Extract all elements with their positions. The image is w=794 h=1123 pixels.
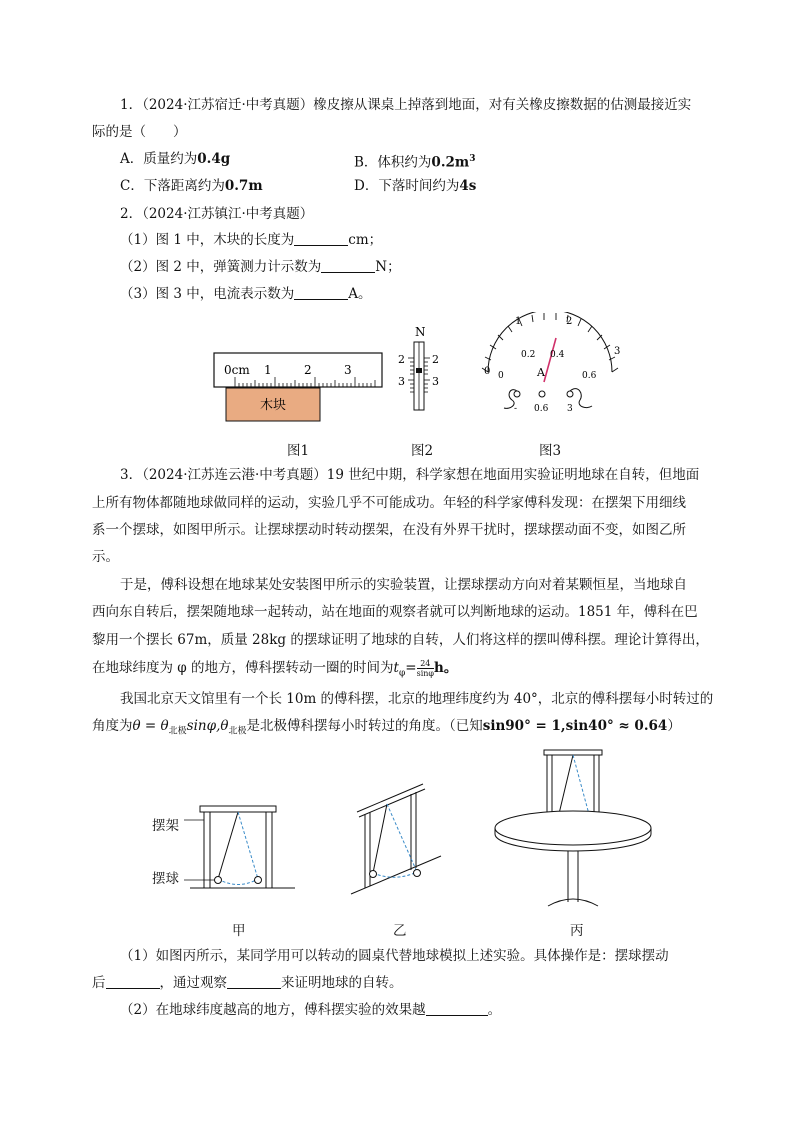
label-ball: 摆球 — [152, 871, 179, 887]
round-table-top — [495, 811, 651, 845]
q1-option-a[interactable] — [120, 149, 230, 169]
q3-para1-line3: 系一个摆球，如图甲所示。让摆球摆动时转动摆架，在没有外界干扰时，摆球摆动面不变，如图乙所 — [92, 522, 686, 538]
fig-bing-caption: 丙 — [570, 923, 584, 939]
q3-para1-line2: 上所有物体都随地球做同样的运动，实验几乎不可能成功。年轻的科学家傅科发现：在摆架下用细线 — [92, 495, 686, 511]
q2-sub1-text: （1）图 1 中，木块的长度为 — [120, 232, 295, 248]
q3-para1-line1: 3．（2024·江苏连云港·中考真题）19 世纪中期，科学家想在地面用实验证明地球在自转，但地面 — [120, 467, 700, 483]
formula-sin-phi: sinφ,θ — [186, 718, 229, 734]
q1-option-b[interactable] — [354, 149, 475, 173]
formula-t: t — [393, 660, 399, 676]
q2-sub2-unit: N； — [375, 259, 401, 275]
q3-para3-line2-end: ） — [667, 718, 681, 734]
q1-stem-line2: 际的是（ ） — [92, 124, 187, 140]
q3-sub2-text: （2）在地球纬度越高的地方，傅科摆实验的效果越 — [120, 1002, 426, 1018]
q3-para2-line1: 于是，傅科设想在地球某处安装图甲所示的实验装置，让摆球摆动方向对着某颗恒星，当地球自 — [120, 577, 687, 593]
q3-sub2 — [120, 1000, 501, 1020]
q2-sub3 — [120, 284, 372, 304]
terminal-0.6 — [539, 391, 545, 397]
spring-right-label-3: 3 — [432, 375, 439, 388]
q3-sub2-end: 。 — [487, 1002, 502, 1018]
pendulum-ball — [215, 877, 222, 884]
spring-scale-unit: N — [415, 325, 426, 339]
ammeter-pointer — [544, 338, 556, 382]
q1-option-b-text: B．体积约为 — [354, 154, 432, 171]
formula-theta-subscript-2: 北极 — [228, 726, 247, 737]
q1-stem-line1: 1．（2024·江苏宿迁·中考真题）橡皮擦从课桌上掉落到地面，对有关橡皮擦数据的估测最接近实 — [120, 97, 692, 113]
q3-para3-line2-prefix: 角度为 — [92, 718, 133, 734]
q1-option-b-value: 0.2m — [431, 154, 470, 171]
pendulum-ball-end — [255, 877, 262, 884]
ammeter-ticks — [482, 313, 621, 372]
q3-para2-line4-text: 在地球纬度为 φ 的地方，傅科摆转动一圈的时间为 — [92, 660, 394, 676]
fig2-spring-scale-diagram — [394, 324, 446, 412]
label-frame: 摆架 — [152, 818, 179, 834]
spring-left-label-2: 2 — [398, 353, 405, 366]
ammeter-outer-3: 3 — [614, 346, 621, 357]
fig-bing-rotating-table — [490, 744, 655, 914]
terminal-3 — [567, 391, 573, 397]
q3-para1-line4: 示。 — [92, 549, 119, 565]
table-base — [548, 899, 598, 906]
ammeter-unit-label: A — [537, 366, 545, 379]
q1-option-c-value: 0.7m — [224, 178, 263, 194]
fig3-ammeter-diagram — [470, 312, 630, 422]
spring-left-label-3: 3 — [398, 375, 405, 388]
q1-option-c[interactable] — [120, 176, 263, 196]
fig2-caption: 图2 — [411, 443, 434, 459]
fig1-ruler-diagram — [213, 352, 385, 424]
ammeter-outer-2: 2 — [566, 316, 573, 327]
tilted-pendulum-ball-end — [414, 870, 421, 877]
wire-right — [570, 389, 592, 408]
known-values: sin90° = 1,sin40° ≈ 0.64 — [482, 718, 668, 734]
q1-option-b-exponent: 3 — [469, 154, 476, 164]
q2-sub2-blank[interactable] — [321, 258, 375, 273]
fig-yi-pendulum-tilted — [345, 780, 445, 900]
q3-sub1-line1: （1）如图丙所示，某同学用可以转动的圆桌代替地球模拟上述实验。具体操作是：摆球摆动 — [120, 948, 669, 964]
q3-sub1-blank-1[interactable] — [106, 974, 160, 989]
pendulum-string — [218, 812, 238, 879]
terminal-3-label: 3 — [567, 404, 573, 414]
ammeter-inner-0.2: 0.2 — [521, 350, 536, 360]
tilted-pendulum-ball — [370, 871, 377, 878]
q3-para3-line2-text: 是北极傅科摆每小时转过的角度。（已知 — [246, 718, 483, 734]
formula-denominator: sinφ — [416, 669, 435, 678]
ammeter-outer-0: 0 — [484, 366, 491, 377]
ruler-label-1: 1 — [264, 363, 272, 377]
q2-sub2-text: （2）图 2 中，弹簧测力计示数为 — [120, 259, 322, 275]
formula-t-subscript: φ — [398, 668, 406, 679]
q3-para2-line3: 黎用一个摆长 67m，质量 28kg 的摆球证明了地球的自转，人们将这样的摆叫傅科摆。理论计算得出， — [92, 632, 709, 648]
fig1-caption: 图1 — [287, 443, 310, 459]
spring-right-label-2: 2 — [432, 353, 439, 366]
q3-sub1-line2-prefix: 后 — [92, 975, 106, 991]
q2-sub1 — [120, 230, 382, 250]
ammeter-inner-0: 0 — [498, 371, 504, 381]
q1-option-c-text: C．下落距离约为 — [120, 178, 225, 194]
fig3-caption: 图3 — [539, 443, 562, 459]
fig-yi-caption: 乙 — [393, 923, 407, 939]
q2-sub3-text: （3）图 3 中，电流表示数为 — [120, 286, 295, 302]
formula-fraction — [417, 659, 434, 678]
ruler-label-0: 0cm — [224, 363, 250, 377]
q2-sub3-blank[interactable] — [294, 285, 348, 300]
ruler-label-3: 3 — [344, 363, 352, 377]
q3-para2-line2: 西向东自转后，摆架随地球一起转动，站在地面的观察者就可以判断地球的运动。1851 年，傅科在巴 — [92, 604, 698, 620]
q2-sub3-unit: A。 — [348, 286, 372, 302]
q3-para2-line4 — [92, 658, 457, 684]
spring-scale-pointer — [416, 368, 422, 373]
terminal-negative-label: - — [514, 404, 518, 414]
formula-theta: θ = θ — [132, 718, 169, 734]
q2-sub1-blank[interactable] — [294, 231, 348, 246]
q1-option-a-value: 0.4g — [197, 151, 231, 167]
formula-numerator: 24 — [417, 659, 434, 669]
q2-stem: 2．（2024·江苏镇江·中考真题） — [120, 206, 314, 222]
formula-unit: h。 — [434, 660, 458, 676]
wood-block-label: 木块 — [260, 398, 287, 413]
formula-equals: = — [405, 660, 417, 676]
q3-sub1-line2 — [92, 973, 403, 993]
q2-sub1-unit: cm； — [348, 232, 383, 248]
formula-theta-subscript-1: 北极 — [168, 726, 187, 737]
q3-sub1-line2-middle: ，通过观察 — [159, 975, 227, 991]
terminal-negative — [514, 391, 520, 397]
q3-sub1-line2-suffix: 来证明地球的自转。 — [281, 975, 403, 991]
ammeter-inner-0.6: 0.6 — [582, 371, 597, 381]
q1-option-d-text: D．下落时间约为 — [354, 178, 460, 194]
q3-sub1-blank-2[interactable] — [227, 974, 281, 989]
q3-sub2-blank[interactable] — [426, 1001, 488, 1016]
q1-option-d-value: 4s — [459, 178, 477, 194]
q1-option-a-text: A．质量约为 — [120, 151, 198, 167]
ruler-label-2: 2 — [304, 363, 312, 377]
ammeter-outer-1: 1 — [515, 316, 522, 327]
frame-top-bar — [200, 806, 276, 812]
fig-jia-caption: 甲 — [232, 923, 246, 939]
q3-para3-line1: 我国北京天文馆里有一个长 10m 的傅科摆，北京的地理纬度约为 40°，北京的傅科摆每小时转过的 — [120, 691, 714, 707]
terminal-0.6-label: 0.6 — [534, 404, 549, 414]
q1-option-d[interactable] — [354, 176, 476, 196]
q3-para3-line2 — [92, 716, 681, 742]
q2-sub2 — [120, 257, 401, 277]
ammeter-inner-0.4: 0.4 — [550, 350, 565, 360]
